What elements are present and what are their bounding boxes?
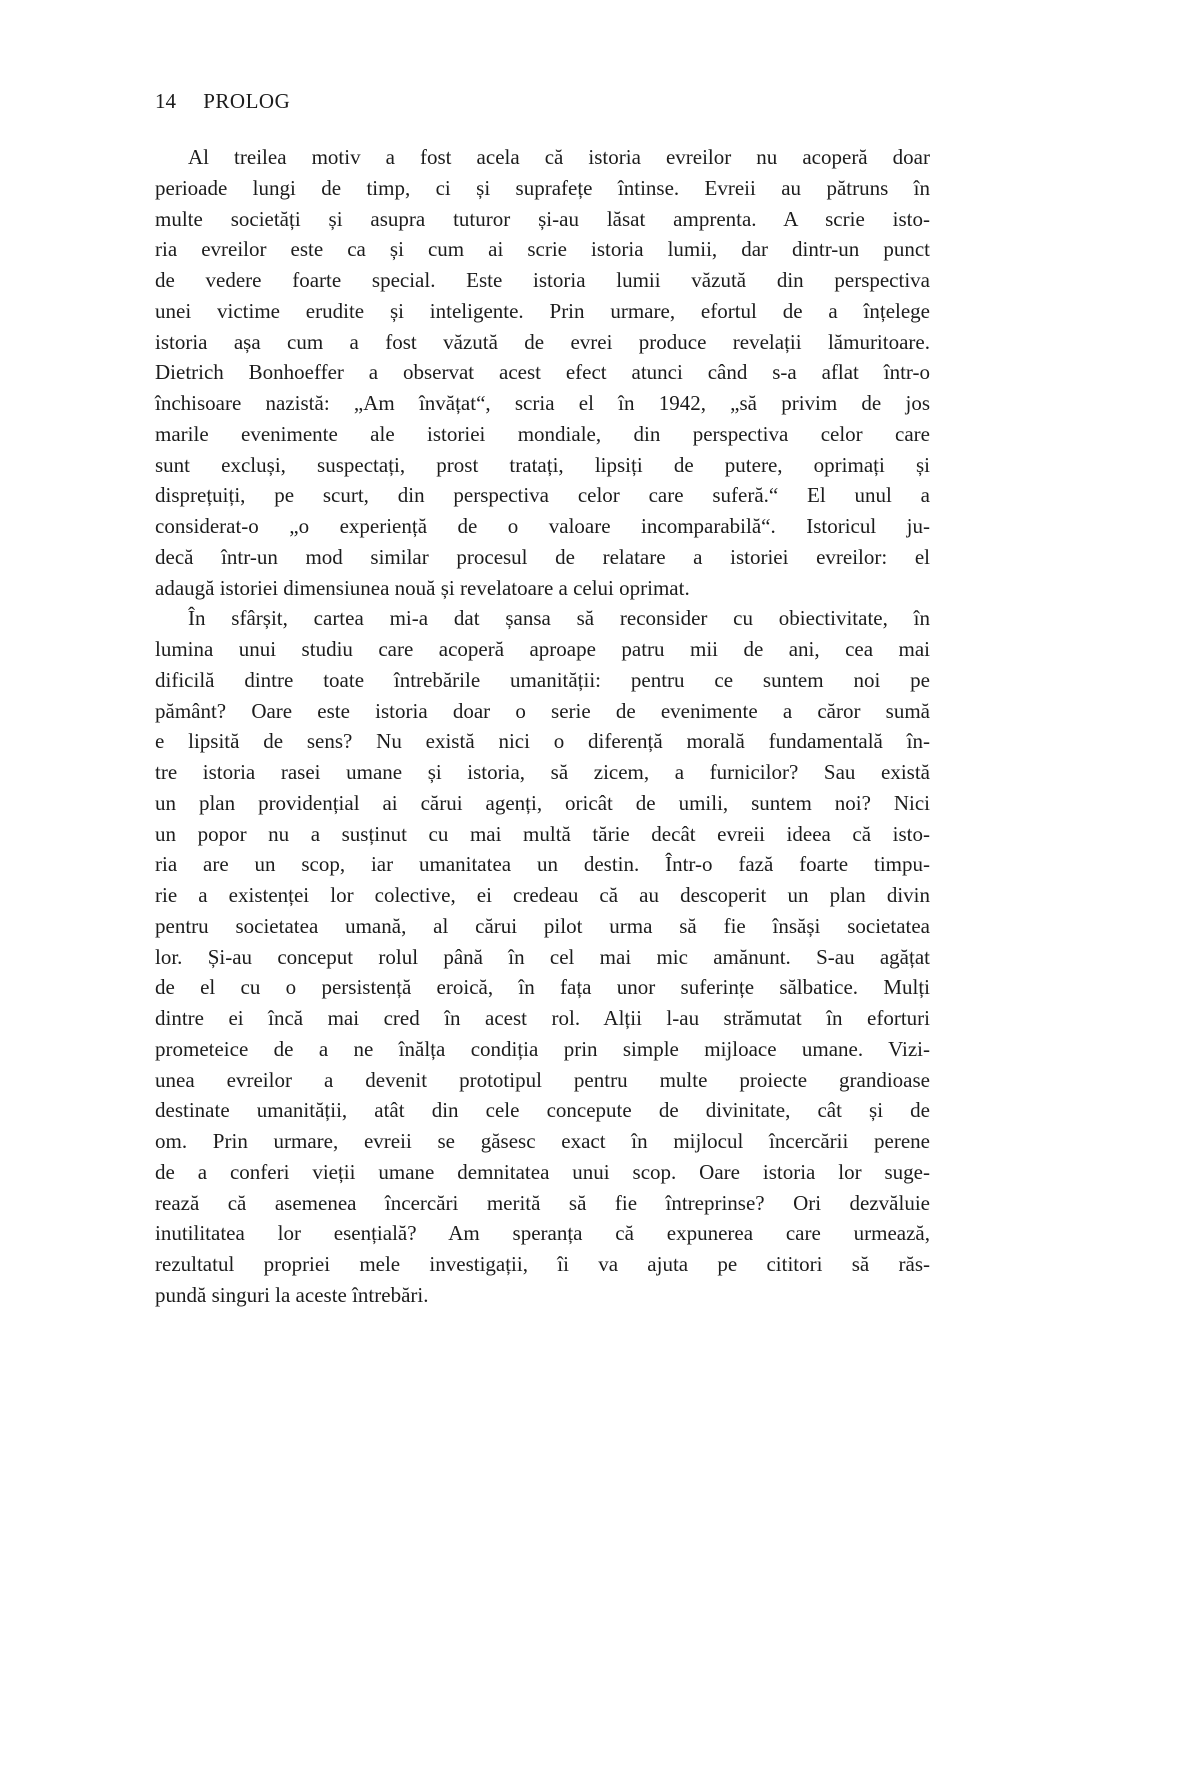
text-line: În sfârșit, cartea mi-a dat șansa să reconsider cu obiectivitate, în [188, 606, 930, 631]
text-line: perioade lungi de timp, ci și suprafețe întinse. Evreii au pătruns în [155, 175, 930, 200]
paragraph [155, 603, 930, 1310]
text-line: Al treilea motiv a fost acela că istoria evreilor nu acoperă doar [188, 145, 930, 169]
text-line: multe societăți și asupra tuturor și-au lăsat amprenta. A scrie isto- [155, 206, 930, 231]
text-line: de vedere foarte special. Este istoria lumii văzută din perspectiva [155, 268, 930, 292]
text-line: de a conferi vieții umane demnitatea unui scop. Oare istoria lor suge- [155, 1159, 930, 1184]
text-line: dificilă dintre toate întrebările umanității: pentru ce suntem noi pe [155, 667, 930, 692]
text-line: decă într-un mod similar procesul de relatare a istoriei evreilor: el [155, 544, 930, 569]
text-line: pământ? Oare este istoria doar o serie de evenimente a căror sumă [155, 698, 930, 723]
text-line: lor. Și-au conceput rolul până în cel mai mic amănunt. S-au agățat [155, 944, 930, 969]
text-line: prometeice de a ne înălța condiția prin simple mijloace umane. Vizi- [155, 1036, 930, 1061]
text-line: marile evenimente ale istoriei mondiale, din perspectiva celor care [155, 421, 930, 446]
text-line: pundă singuri la aceste întrebări. [155, 1282, 429, 1307]
text-line: considerat-o „o experiență de o valoare incomparabilă“. Istoricul ju- [155, 514, 930, 538]
text-line: tre istoria rasei umane și istoria, să zicem, a furnicilor? Sau există [155, 760, 930, 784]
text-line: lumina unui studiu care acoperă aproape patru mii de ani, cea mai [155, 637, 930, 661]
text-line: adaugă istoriei dimensiunea nouă și revelatoare a celui oprimat. [155, 575, 690, 600]
text-line: de el cu o persistență eroică, în fața unor suferințe sălbatice. Mulți [155, 975, 930, 1000]
text-line: destinate umanității, atât din cele concepute de divinitate, cât și de [155, 1098, 930, 1123]
running-head: PROLOG [203, 89, 291, 113]
text-line: ria are un scop, iar umanitatea un destin. Într-o fază foarte timpu- [155, 852, 930, 877]
text-line: dintre ei încă mai cred în acest rol. Alții l-au strămutat în eforturi [155, 1006, 930, 1030]
text-line: un popor nu a susținut cu mai multă tărie decât evreii ideea că isto- [155, 821, 930, 846]
page-body [155, 142, 930, 1311]
text-line: rează că asemenea încercări merită să fie întreprinse? Ori dezvăluie [155, 1190, 930, 1215]
text-line: disprețuiți, pe scurt, din perspectiva celor care suferă.“ El unul a [155, 483, 930, 508]
page-number: 14 [155, 89, 176, 113]
text-line: rezultatul propriei mele investigații, îi va ajuta pe cititori să răs- [155, 1252, 930, 1276]
text-line: om. Prin urmare, evreii se găsesc exact în mijlocul încercării perene [155, 1129, 930, 1153]
text-line: unea evreilor a devenit prototipul pentru multe proiecte grandioase [155, 1067, 930, 1092]
text-line: unei victime erudite și inteligente. Prin urmare, efortul de a înțelege [155, 298, 930, 323]
text-line: sunt excluși, suspectați, prost tratați, lipsiți de putere, oprimați și [155, 452, 930, 477]
text-line: e lipsită de sens? Nu există nici o diferență morală fundamentală în- [155, 729, 930, 754]
text-line: ria evreilor este ca și cum ai scrie istoria lumii, dar dintr-un punct [155, 237, 930, 262]
text-line: închisoare nazistă: „Am învățat“, scria el în 1942, „să privim de jos [155, 391, 930, 415]
paragraph [155, 142, 930, 603]
text-line: pentru societatea umană, al cărui pilot urma să fie însăși societatea [155, 913, 930, 938]
page-header [155, 88, 930, 114]
text-line: un plan providențial ai cărui agenți, oricât de umili, suntem noi? Nici [155, 790, 930, 815]
text-line: Dietrich Bonhoeffer a observat acest efect atunci când s-a aflat într-o [155, 360, 930, 385]
text-line: istoria așa cum a fost văzută de evrei produce revelații lămuritoare. [155, 329, 930, 354]
text-line: rie a existenței lor colective, ei credeau că au descoperit un plan divin [155, 883, 930, 907]
text-line: inutilitatea lor esențială? Am speranța că expunerea care urmează, [155, 1221, 930, 1246]
